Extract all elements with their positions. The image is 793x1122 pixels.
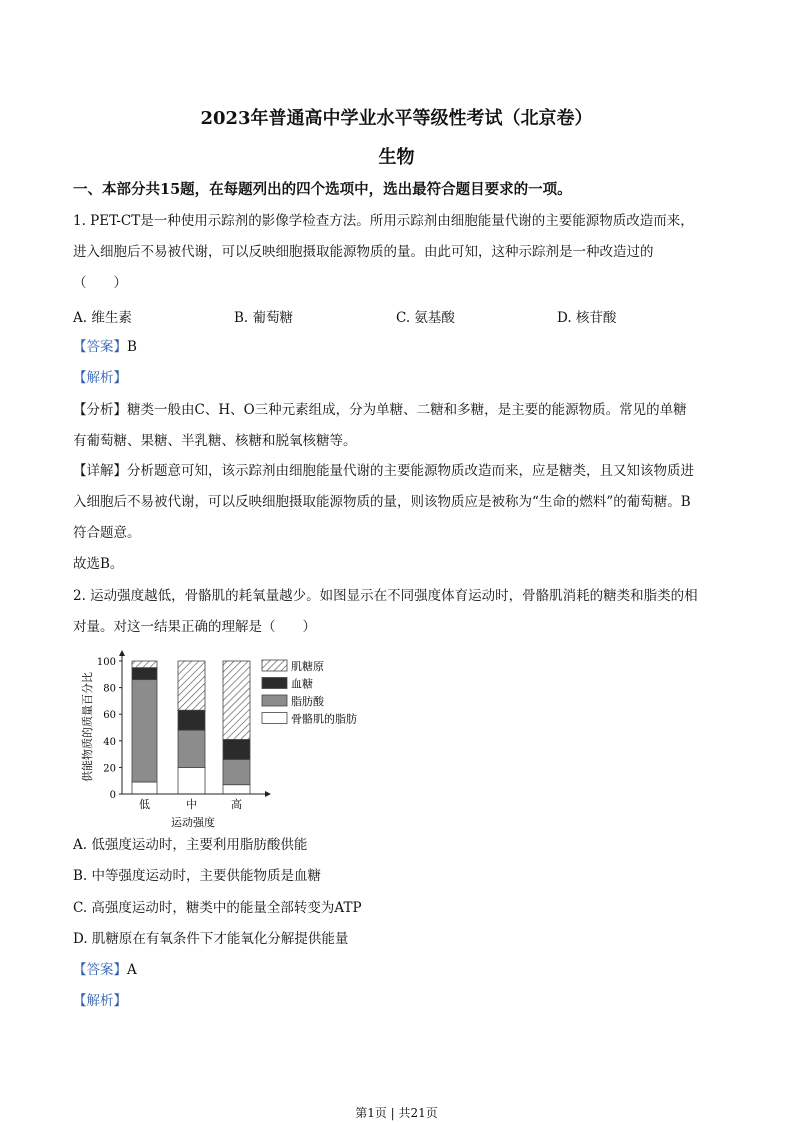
q2-option-c: C. 高强度运动时，糖类中的能量全部转变为ATP <box>73 900 362 916</box>
q1-text: 1. PET-CT是一种使用示踪剂的影像学检查方法。所用示踪剂由细胞能量代谢的主要能源物质改造而来， <box>73 213 694 229</box>
legend-swatch <box>262 695 287 706</box>
y-tick-label: 40 <box>103 736 116 748</box>
bar-segment <box>132 668 157 680</box>
q2-option-a: A. 低强度运动时，主要利用脂肪酸供能 <box>73 837 308 853</box>
legend-label: 肌糖原 <box>291 660 324 673</box>
q2-jiexi-tag: 【解析】 <box>73 993 127 1009</box>
q1-detail: 符合题意。 <box>73 525 141 541</box>
y-axis-arrow <box>119 650 125 656</box>
answer-tag: 【答案】 <box>73 962 127 978</box>
x-axis-arrow <box>265 791 271 797</box>
q1-detail <box>73 462 694 480</box>
bar-segment <box>178 767 205 794</box>
legend-swatch <box>262 713 287 724</box>
analysis-tag: 【分析】 <box>73 402 127 418</box>
legend-label: 骨骼肌的脂肪 <box>291 712 357 726</box>
q1-text: （ ） <box>73 275 127 291</box>
q1-jiexi-tag: 【解析】 <box>73 370 127 386</box>
legend-label: 血糖 <box>291 677 313 691</box>
answer-tag: 【答案】 <box>73 339 127 355</box>
q2-option-d: D. 肌糖原在有氧条件下才能氧化分解提供能量 <box>73 931 349 947</box>
y-tick-label: 100 <box>96 657 116 668</box>
q1-conclusion: 故选B。 <box>73 556 124 572</box>
q1-option-d: D. 核苷酸 <box>557 310 617 326</box>
legend-swatch <box>262 678 287 689</box>
x-axis-label: 运动强度 <box>171 816 215 829</box>
analysis-text: 糖类一般由C、H、O三种元素组成，分为单糖、二糖和多糖，是主要的能源物质。常见的单糖 <box>127 402 687 418</box>
page-footer: 第1页 | 共21页 <box>355 1106 438 1120</box>
bar-segment <box>223 661 250 739</box>
section-heading: 一、本部分共15题，在每题列出的四个选项中，选出最符合题目要求的一项。 <box>73 181 572 198</box>
subject-title: 生物 <box>378 147 415 168</box>
bar-segment <box>223 759 250 784</box>
q1-option-c: C. 氨基酸 <box>396 310 455 326</box>
x-tick-label: 中 <box>186 798 197 811</box>
answer-value: A <box>127 962 137 978</box>
page-title: 2023年普通高中学业水平等级性考试（北京卷） <box>200 108 593 129</box>
y-tick-label: 20 <box>103 763 116 775</box>
legend-swatch <box>262 660 287 671</box>
bar-segment <box>178 730 205 767</box>
q1-answer <box>73 338 137 356</box>
answer-value: B <box>127 339 137 355</box>
q2-text: 对量。对这一结果正确的理解是（ ） <box>73 619 316 635</box>
y-axis-label: 供能物质的质量百分比 <box>81 672 94 782</box>
energy-source-chart <box>75 650 375 830</box>
x-tick-label: 低 <box>139 798 150 811</box>
bar-segment <box>132 680 157 782</box>
q2-text: 2. 运动强度越低，骨骼肌的耗氧量越少。如图显示在不同强度体育运动时，骨骼肌消耗的糖类和脂类的相 <box>73 588 698 604</box>
bar-segment <box>178 710 205 730</box>
y-tick-label: 60 <box>103 710 116 722</box>
legend-label: 脂肪酸 <box>291 695 324 708</box>
q2-option-b: B. 中等强度运动时，主要供能物质是血糖 <box>73 868 322 884</box>
q1-analysis: 有葡萄糖、果糖、半乳糖、核糖和脱氧核糖等。 <box>73 433 357 449</box>
q1-option-b: B. 葡萄糖 <box>234 310 294 326</box>
q1-option-a: A. 维生素 <box>73 310 132 326</box>
x-tick-label: 高 <box>231 798 242 811</box>
detail-text: 分析题意可知，该示踪剂由细胞能量代谢的主要能源物质改造而来，应是糖类，且又知该物质进 <box>127 463 694 479</box>
bar-segment <box>132 661 157 668</box>
y-tick-label: 80 <box>103 683 116 695</box>
bar-segment <box>132 782 157 794</box>
q1-analysis <box>73 401 687 419</box>
bar-segment <box>178 661 205 710</box>
q1-detail: 入细胞后不易被代谢，可以反映细胞摄取能源物质的量，则该物质应是被称为“生命的燃料”的葡萄糖。B <box>73 494 691 510</box>
q1-text: 进入细胞后不易被代谢，可以反映细胞摄取能源物质的量。由此可知，这种示踪剂是一种改造过的 <box>73 244 654 260</box>
q2-answer <box>73 961 137 979</box>
detail-tag: 【详解】 <box>73 463 127 479</box>
bar-segment <box>223 785 250 794</box>
bar-segment <box>223 739 250 759</box>
y-tick-label: 0 <box>109 790 116 801</box>
